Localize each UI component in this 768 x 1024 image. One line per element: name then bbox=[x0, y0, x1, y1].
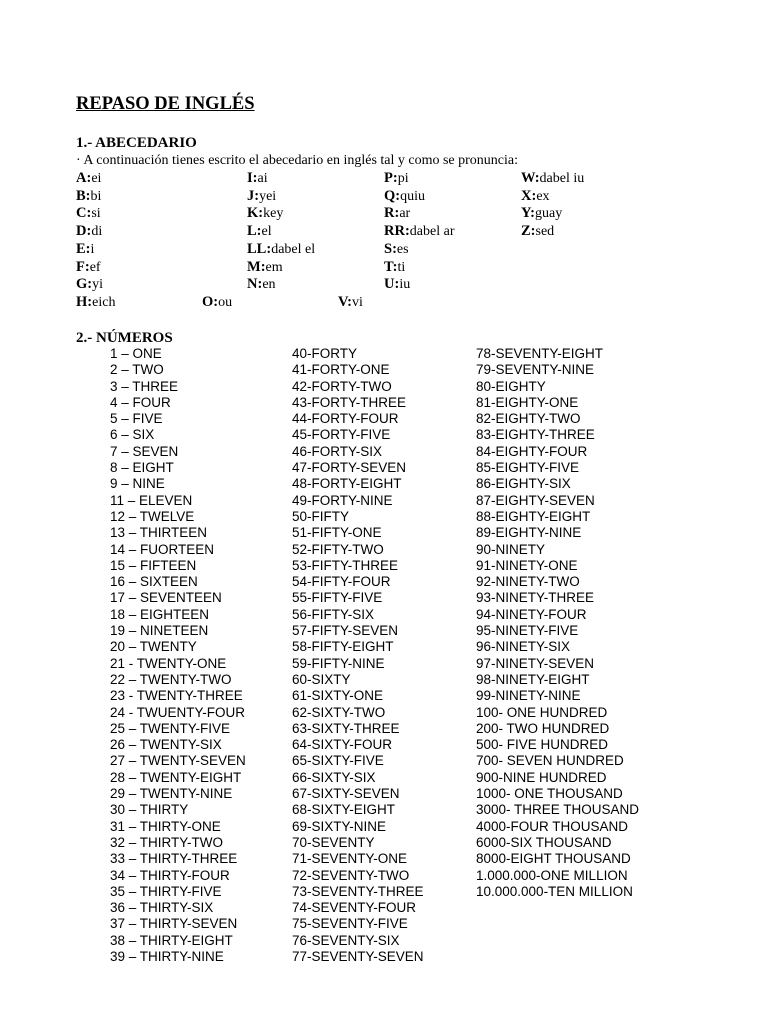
number-entry: 8000-EIGHT THOUSAND bbox=[476, 851, 631, 867]
numbers-column-2 bbox=[292, 346, 424, 965]
alphabet-letter: T bbox=[384, 258, 393, 275]
alphabet-entry: Z:sed bbox=[521, 223, 555, 240]
number-entry: 27 – TWENTY-SEVEN bbox=[110, 753, 246, 769]
number-entry: 900-NINE HUNDRED bbox=[476, 769, 607, 785]
number-entry: 32 – THIRTY-TWO bbox=[110, 834, 224, 850]
alphabet-letter: L bbox=[247, 223, 257, 240]
number-entry: 72-SEVENTY-TWO bbox=[292, 867, 410, 883]
number-entry: 17 – SEVENTEEN bbox=[110, 590, 222, 606]
alphabet-letter: O bbox=[202, 294, 214, 310]
alphabet-entry: C:si bbox=[76, 205, 101, 222]
alphabet-letter: Y bbox=[521, 205, 531, 222]
alphabet-entry: O:ou bbox=[202, 294, 233, 310]
alphabet-entry: V:vi bbox=[338, 294, 363, 310]
alphabet-pronunciation: bi bbox=[90, 188, 102, 204]
number-entry: 84-EIGHTY-FOUR bbox=[476, 443, 588, 459]
number-entry: 4000-FOUR THOUSAND bbox=[476, 818, 629, 834]
alphabet-letter: LL bbox=[247, 240, 267, 257]
number-entry: 2 – TWO bbox=[110, 362, 164, 378]
alphabet-letter: P bbox=[384, 170, 393, 186]
number-entry: 57-FIFTY-SEVEN bbox=[292, 623, 399, 639]
number-entry: 97-NINETY-SEVEN bbox=[476, 655, 595, 671]
number-entry: 21 - TWENTY-ONE bbox=[110, 655, 227, 671]
alphabet-intro: · A continuación tienes escrito el abecedario en inglés tal y como se pronuncia: bbox=[76, 153, 519, 168]
number-entry: 100- ONE HUNDRED bbox=[476, 704, 608, 720]
alphabet-letter: V bbox=[338, 294, 348, 310]
alphabet-pronunciation: dabel el bbox=[271, 241, 316, 257]
number-entry: 25 – TWENTY-FIVE bbox=[110, 720, 231, 736]
number-entry: 86-EIGHTY-SIX bbox=[476, 476, 571, 492]
section-heading-abecedario: 1.- ABECEDARIO bbox=[76, 135, 197, 151]
number-entry: 12 – TWELVE bbox=[110, 508, 195, 524]
alphabet-letter: F bbox=[76, 258, 85, 275]
alphabet-pronunciation: eich bbox=[92, 294, 116, 310]
number-entry: 81-EIGHTY-ONE bbox=[476, 394, 579, 410]
number-entry: 39 – THIRTY-NINE bbox=[110, 948, 224, 964]
number-entry: 79-SEVENTY-NINE bbox=[476, 362, 595, 378]
alphabet-column-4 bbox=[521, 170, 584, 241]
alphabet-entry: Q:quiu bbox=[384, 187, 426, 204]
alphabet-pronunciation: sed bbox=[535, 224, 555, 240]
number-entry: 91-NINETY-ONE bbox=[476, 557, 578, 573]
number-entry: 58-FIFTY-EIGHT bbox=[292, 639, 394, 655]
number-entry: 200- TWO HUNDRED bbox=[476, 720, 610, 736]
number-entry: 98-NINETY-EIGHT bbox=[476, 671, 590, 687]
number-entry: 70-SEVENTY bbox=[292, 834, 375, 850]
number-entry: 75-SEVENTY-FIVE bbox=[292, 916, 408, 932]
alphabet-entry: X:ex bbox=[521, 187, 550, 204]
alphabet-pronunciation: guay bbox=[534, 206, 563, 222]
alphabet-letter: U bbox=[384, 276, 395, 293]
number-entry: 36 – THIRTY-SIX bbox=[110, 900, 214, 916]
alphabet-entry: M:em bbox=[247, 258, 283, 275]
number-entry: 22 – TWENTY-TWO bbox=[110, 671, 232, 687]
number-entry: 6 – SIX bbox=[110, 427, 155, 443]
number-entry: 28 – TWENTY-EIGHT bbox=[110, 769, 242, 785]
number-entry: 16 – SIXTEEN bbox=[110, 574, 198, 590]
number-entry: 42-FORTY-TWO bbox=[292, 378, 392, 394]
alphabet-letter: X bbox=[521, 187, 532, 204]
alphabet-pronunciation: i bbox=[90, 241, 95, 257]
number-entry: 99-NINETY-NINE bbox=[476, 688, 581, 704]
number-entry: 37 – THIRTY-SEVEN bbox=[110, 916, 238, 932]
alphabet-letter: B bbox=[76, 187, 86, 204]
alphabet-pronunciation: ti bbox=[397, 259, 406, 275]
number-entry: 3000- THREE THOUSAND bbox=[476, 802, 640, 818]
number-entry: 89-EIGHTY-NINE bbox=[476, 525, 582, 541]
number-entry: 6000-SIX THOUSAND bbox=[476, 834, 612, 850]
number-entry: 49-FORTY-NINE bbox=[292, 492, 393, 508]
alphabet-entry: U:iu bbox=[384, 276, 411, 293]
number-entry: 40-FORTY bbox=[292, 346, 358, 361]
number-entry: 1000- ONE THOUSAND bbox=[476, 786, 623, 802]
alphabet-entry: J:yei bbox=[247, 187, 277, 204]
number-entry: 54-FIFTY-FOUR bbox=[292, 574, 391, 590]
number-entry: 67-SIXTY-SEVEN bbox=[292, 786, 400, 802]
number-entry: 33 – THIRTY-THREE bbox=[110, 851, 238, 867]
number-entry: 38 – THIRTY-EIGHT bbox=[110, 932, 233, 948]
number-entry: 93-NINETY-THREE bbox=[476, 590, 595, 606]
alphabet-entry: B:bi bbox=[76, 187, 102, 204]
number-entry: 64-SIXTY-FOUR bbox=[292, 737, 393, 753]
alphabet-pronunciation: quiu bbox=[400, 188, 426, 204]
number-entry: 69-SIXTY-NINE bbox=[292, 818, 387, 834]
alphabet-pronunciation: el bbox=[261, 224, 272, 240]
number-entry: 66-SIXTY-SIX bbox=[292, 769, 376, 785]
alphabet-pronunciation: en bbox=[262, 277, 276, 293]
alphabet-letter: G bbox=[76, 276, 88, 293]
number-entry: 65-SIXTY-FIVE bbox=[292, 753, 384, 769]
number-entry: 76-SEVENTY-SIX bbox=[292, 932, 400, 948]
number-entry: 4 – FOUR bbox=[110, 394, 171, 410]
alphabet-column-1 bbox=[76, 170, 115, 312]
number-entry: 68-SIXTY-EIGHT bbox=[292, 802, 396, 818]
number-entry: 9 – NINE bbox=[110, 476, 165, 492]
number-entry: 11 – ELEVEN bbox=[110, 492, 193, 508]
alphabet-entry: G:yi bbox=[76, 276, 104, 293]
number-entry: 90-NINETY bbox=[476, 541, 546, 557]
number-entry: 15 – FIFTEEN bbox=[110, 557, 197, 573]
numbers-column-1 bbox=[110, 346, 246, 965]
alphabet-pronunciation: ei bbox=[91, 171, 102, 186]
number-entry: 94-NINETY-FOUR bbox=[476, 606, 587, 622]
number-entry: 3 – THREE bbox=[110, 378, 179, 394]
number-entry: 51-FIFTY-ONE bbox=[292, 525, 382, 541]
alphabet-letter: I bbox=[247, 170, 253, 186]
alphabet-pronunciation: vi bbox=[351, 295, 363, 310]
number-entry: 26 – TWENTY-SIX bbox=[110, 737, 222, 753]
number-entry: 45-FORTY-FIVE bbox=[292, 427, 391, 443]
number-entry: 20 – TWENTY bbox=[110, 639, 197, 655]
number-entry: 8 – EIGHT bbox=[110, 460, 174, 476]
number-entry: 56-FIFTY-SIX bbox=[292, 606, 375, 622]
number-entry: 63-SIXTY-THREE bbox=[292, 720, 400, 736]
alphabet-entry: RR:dabel ar bbox=[384, 223, 455, 240]
alphabet-letter: S bbox=[384, 240, 393, 257]
number-entry: 47-FORTY-SEVEN bbox=[292, 460, 407, 476]
alphabet-pronunciation: ar bbox=[399, 206, 411, 222]
number-entry: 73-SEVENTY-THREE bbox=[292, 883, 424, 899]
number-entry: 60-SIXTY bbox=[292, 671, 351, 687]
page-title: REPASO DE INGLÉS bbox=[76, 94, 255, 114]
alphabet-letter: E bbox=[76, 240, 86, 257]
alphabet-pronunciation: pi bbox=[397, 171, 409, 186]
alphabet-entry: P:pi bbox=[384, 170, 409, 186]
alphabet-pronunciation: yi bbox=[92, 277, 104, 293]
alphabet-entry: W:dabel iu bbox=[521, 170, 585, 186]
number-entry: 74-SEVENTY-FOUR bbox=[292, 900, 417, 916]
number-entry: 83-EIGHTY-THREE bbox=[476, 427, 595, 443]
number-entry: 23 - TWENTY-THREE bbox=[110, 688, 243, 704]
number-entry: 44-FORTY-FOUR bbox=[292, 411, 399, 427]
alphabet-entry: T:ti bbox=[384, 258, 406, 275]
alphabet-entry: F:ef bbox=[76, 258, 101, 275]
number-entry: 85-EIGHTY-FIVE bbox=[476, 460, 580, 476]
number-entry: 62-SIXTY-TWO bbox=[292, 704, 386, 720]
number-entry: 92-NINETY-TWO bbox=[476, 574, 580, 590]
alphabet-pronunciation: em bbox=[265, 259, 283, 275]
number-entry: 61-SIXTY-ONE bbox=[292, 688, 384, 704]
number-entry: 5 – FIVE bbox=[110, 411, 163, 427]
number-entry: 71-SEVENTY-ONE bbox=[292, 851, 408, 867]
alphabet-pronunciation: yei bbox=[259, 188, 277, 204]
number-entry: 41-FORTY-ONE bbox=[292, 362, 390, 378]
number-entry: 14 – FUORTEEN bbox=[110, 541, 215, 557]
alphabet-pronunciation: ou bbox=[218, 295, 233, 310]
alphabet-entry: I:ai bbox=[247, 170, 268, 186]
number-entry: 77-SEVENTY-SEVEN bbox=[292, 948, 424, 964]
number-entry: 43-FORTY-THREE bbox=[292, 394, 407, 410]
alphabet-entry: H:eich bbox=[76, 293, 116, 310]
alphabet-entry: E:i bbox=[76, 240, 95, 257]
alphabet-entry: R:ar bbox=[384, 205, 411, 222]
alphabet-pronunciation: dabel iu bbox=[539, 171, 585, 186]
number-entry: 31 – THIRTY-ONE bbox=[110, 818, 221, 834]
alphabet-letter: Z bbox=[521, 223, 531, 240]
alphabet-letter: RR bbox=[384, 223, 405, 240]
number-entry: 500- FIVE HUNDRED bbox=[476, 737, 609, 753]
number-entry: 55-FIFTY-FIVE bbox=[292, 590, 383, 606]
number-entry: 10.000.000-TEN MILLION bbox=[476, 883, 633, 899]
alphabet-entry: D:di bbox=[76, 223, 103, 240]
alphabet-pronunciation: ef bbox=[89, 259, 101, 275]
alphabet-letter: C bbox=[76, 205, 87, 222]
number-entry: 30 – THIRTY bbox=[110, 802, 189, 818]
number-entry: 50-FIFTY bbox=[292, 508, 350, 524]
alphabet-entry: L:el bbox=[247, 223, 272, 240]
alphabet-pronunciation: dabel ar bbox=[409, 224, 455, 240]
alphabet-entry: Y:guay bbox=[521, 205, 563, 222]
number-entry: 82-EIGHTY-TWO bbox=[476, 411, 581, 427]
number-entry: 80-EIGHTY bbox=[476, 378, 546, 394]
alphabet-letter: H bbox=[76, 293, 88, 310]
number-entry: 53-FIFTY-THREE bbox=[292, 557, 399, 573]
alphabet-letter: K bbox=[247, 205, 259, 222]
number-entry: 78-SEVENTY-EIGHT bbox=[476, 346, 604, 361]
number-entry: 87-EIGHTY-SEVEN bbox=[476, 492, 595, 508]
number-entry: 59-FIFTY-NINE bbox=[292, 655, 385, 671]
number-entry: 29 – TWENTY-NINE bbox=[110, 786, 233, 802]
alphabet-letter: A bbox=[76, 170, 87, 186]
alphabet-pronunciation: iu bbox=[399, 277, 411, 293]
alphabet-column-3 bbox=[384, 170, 455, 294]
alphabet-column-2 bbox=[247, 170, 315, 294]
alphabet-letter: Q bbox=[384, 187, 396, 204]
alphabet-entry: S:es bbox=[384, 240, 409, 257]
numbers-column-3 bbox=[476, 346, 639, 900]
alphabet-pronunciation: ex bbox=[536, 188, 550, 204]
section-heading-numeros: 2.- NÚMEROS bbox=[76, 330, 173, 346]
alphabet-letter: J bbox=[247, 187, 255, 204]
number-entry: 13 – THIRTEEN bbox=[110, 525, 208, 541]
alphabet-entry: K:key bbox=[247, 205, 284, 222]
alphabet-pronunciation: si bbox=[91, 206, 101, 222]
number-entry: 34 – THIRTY-FOUR bbox=[110, 867, 230, 883]
alphabet-letter: M bbox=[247, 258, 261, 275]
alphabet-letter: R bbox=[384, 205, 395, 222]
number-entry: 48-FORTY-EIGHT bbox=[292, 476, 402, 492]
number-entry: 24 - TWUENTY-FOUR bbox=[110, 704, 246, 720]
number-entry: 1.000.000-ONE MILLION bbox=[476, 867, 628, 883]
number-entry: 52-FIFTY-TWO bbox=[292, 541, 384, 557]
number-entry: 35 – THIRTY-FIVE bbox=[110, 883, 222, 899]
number-entry: 700- SEVEN HUNDRED bbox=[476, 753, 624, 769]
alphabet-letter: W bbox=[521, 170, 535, 186]
alphabet-entry: N:en bbox=[247, 276, 276, 293]
number-entry: 19 – NINETEEN bbox=[110, 623, 209, 639]
alphabet-letter: N bbox=[247, 276, 258, 293]
number-entry: 1 – ONE bbox=[110, 346, 162, 361]
number-entry: 7 – SEVEN bbox=[110, 443, 179, 459]
alphabet-pronunciation: key bbox=[263, 206, 284, 222]
alphabet-letter: D bbox=[76, 223, 87, 240]
number-entry: 88-EIGHTY-EIGHT bbox=[476, 508, 591, 524]
number-entry: 18 – EIGHTEEN bbox=[110, 606, 210, 622]
alphabet-pronunciation: ai bbox=[257, 171, 268, 186]
number-entry: 96-NINETY-SIX bbox=[476, 639, 571, 655]
number-entry: 46-FORTY-SIX bbox=[292, 443, 383, 459]
alphabet-pronunciation: es bbox=[396, 241, 409, 257]
alphabet-entry: LL:dabel el bbox=[247, 240, 316, 257]
number-entry: 95-NINETY-FIVE bbox=[476, 623, 579, 639]
alphabet-entry: A:ei bbox=[76, 170, 102, 186]
alphabet-pronunciation: di bbox=[91, 224, 103, 240]
